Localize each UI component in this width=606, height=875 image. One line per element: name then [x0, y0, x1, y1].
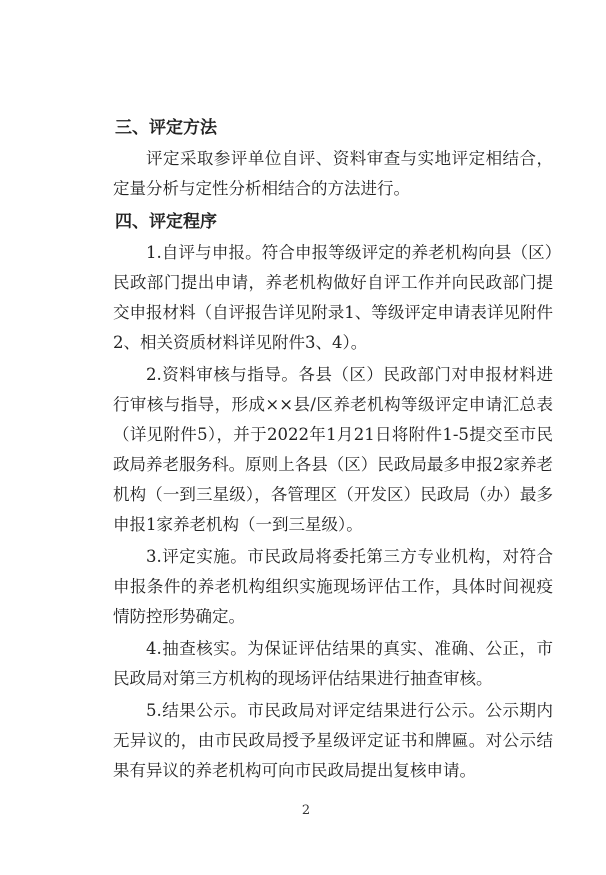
paragraph-evaluation-method: 评定采取参评单位自评、资料审查与实地评定相结合，定量分析与定性分析相结合的方法进行。: [113, 149, 553, 198]
section-heading-evaluation-method: 三、评定方法: [115, 118, 217, 138]
section-heading-evaluation-procedure: 四、评定程序: [115, 212, 217, 232]
procedure-item-self-evaluation: 1.自评与申报。符合申报等级评定的养老机构向县（区）民政部门提出申请，养老机构做好自评工作并向民政部门提交申报材料（自评报告详见附录1、等级评定申请表详见附件2、相关资质材料详见附件3、4）。: [113, 243, 553, 352]
procedure-item-material-review: 2.资料审核与指导。各县（区）民政部门对申报材料进行审核与指导，形成××县/区养老机构等级评定申请汇总表（详见附件5），并于2022年1月21日将附件1-5提交至市民政局养老服务科。原则上各县（区）民政局最多申报2家养老机构（一到三星级），各管理区（开发区）民政局（办）最多申报1家养老机构（一到三星级）。: [113, 365, 553, 534]
procedure-item-spot-check: 4.抽查核实。为保证评估结果的真实、准确、公正，市民政局对第三方机构的现场评估结果进行抽查审核。: [113, 639, 553, 688]
procedure-item-evaluation-implementation: 3.评定实施。市民政局将委托第三方专业机构，对符合申报条件的养老机构组织实施现场评估工作，具体时间视疫情防控形势确定。: [113, 547, 553, 626]
procedure-item-result-publicity: 5.结果公示。市民政局对评定结果进行公示。公示期内无异议的，由市民政局授予星级评定证书和牌匾。对公示结果有异议的养老机构可向市民政局提出复核申请。: [113, 701, 553, 780]
document-body: [113, 112, 553, 788]
page-number: 2: [301, 803, 311, 818]
